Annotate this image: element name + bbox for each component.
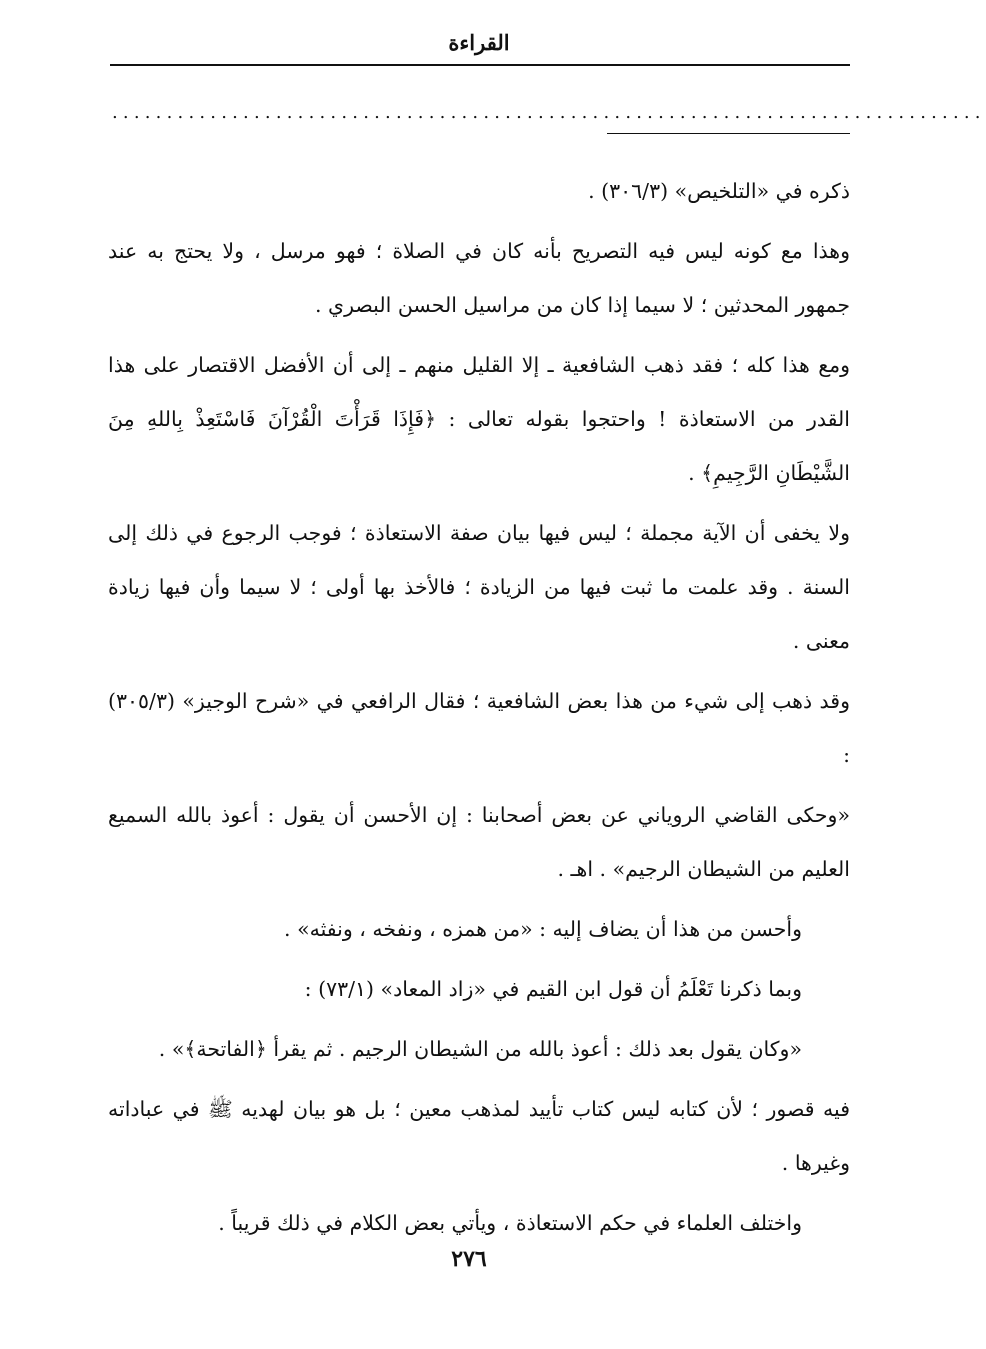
paragraph-6: «وحكى القاضي الروياني عن بعض أصحابنا : إن الأحسن أن يقول : أعوذ بالله السميع العليم من الشيطان الرجيم» . اهـ . xyxy=(108,803,850,881)
paragraph-2: وهذا مع كونه ليس فيه التصريح بأنه كان في الصلاة ؛ فهو مرسل ، ولا يحتج به عند جمهور المحدثين ؛ لا سيما إذا كان من مراسيل الحسن البصري . xyxy=(108,239,850,317)
paragraph-3: ومع هذا كله ؛ فقد ذهب الشافعية ـ إلا القليل منهم ـ إلى أن الأفضل الاقتصار على هذا القدر من الاستعاذة ! واحتجوا بقوله تعالى : ﴿فَإِذَا قَرَأْتَ الْقُرْآنَ فَاسْتَعِذْ بِاللهِ مِنَ الشَّيْطَانِ الرَّجِيمِ﴾ . xyxy=(108,353,850,485)
running-head-title: القراءة xyxy=(448,30,510,55)
dotted-separator: ................................................................................ xyxy=(112,102,986,123)
paragraph-8: وبما ذكرنا تَعْلَمُ أن قول ابن القيم في «زاد المعاد» (٧٣/١) : xyxy=(304,977,802,1001)
header-rule xyxy=(110,64,850,66)
paragraph-4: ولا يخفى أن الآية مجملة ؛ ليس فيها بيان صفة الاستعاذة ؛ فوجب الرجوع في ذلك إلى السنة . وقد علمت ما ثبت فيها من الزيادة ؛ فالأخذ بها أولى ؛ لا سيما وأن فيها زيادة معنى . xyxy=(108,521,850,653)
footnote-rule xyxy=(607,133,850,134)
paragraph-11: واختلف العلماء في حكم الاستعاذة ، ويأتي بعض الكلام في ذلك قريباً . xyxy=(218,1211,802,1235)
paragraph-1: ذكره في «التلخيص» (٣٠٦/٣) . xyxy=(588,179,850,203)
page-number: ٢٧٦ xyxy=(451,1246,487,1272)
paragraph-9: «وكان يقول بعد ذلك : أعوذ بالله من الشيطان الرجيم . ثم يقرأ ﴿الفاتحة﴾» . xyxy=(158,1037,802,1061)
paragraph-7: وأحسن من هذا أن يضاف إليه : «من همزه ، ونفخه ، ونفثه» . xyxy=(284,917,802,941)
main-text xyxy=(108,164,850,1256)
paragraph-5: وقد ذهب إلى شيء من هذا بعض الشافعية ؛ فقال الرافعي في «شرح الوجيز» (٣٠٥/٣) : xyxy=(108,689,850,767)
paragraph-10: فيه قصور ؛ لأن كتابه ليس كتاب تأييد لمذهب معين ؛ بل هو بيان لهديه ﷺ في عباداته وغيرها . xyxy=(108,1097,850,1175)
